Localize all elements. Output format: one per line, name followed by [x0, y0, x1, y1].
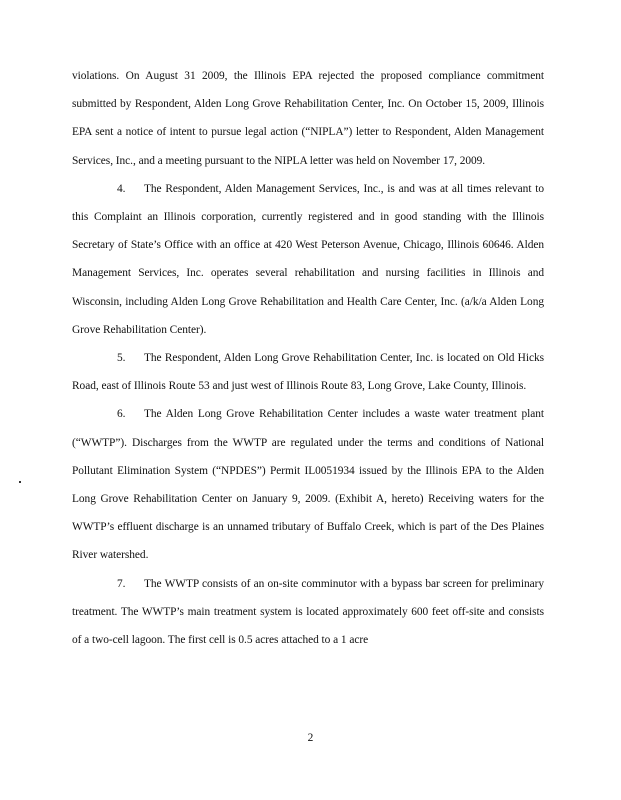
paragraph-number: 6.	[117, 408, 126, 421]
paragraph-6	[72, 400, 544, 569]
paragraph-text: The Respondent, Alden Long Grove Rehabilitation Center, Inc. is located on Old Hicks Road, east of Illinois Route 53 and just west of Illinois Route 83, Long Grove, Lake County, Illinois.	[72, 352, 544, 393]
paragraph-number: 4.	[117, 182, 126, 195]
paragraph-text: The WWTP consists of an on-site comminutor with a bypass bar screen for preliminary treatment. The WWTP’s main treatment system is located approximately 600 feet off-site and consists of a two-cell lagoon. The first cell is 0.5 acres attached to a 1 acre	[72, 577, 544, 647]
paragraph-7	[72, 570, 544, 655]
paragraph-number: 5.	[117, 352, 126, 365]
scan-speck	[19, 481, 21, 483]
paragraph-text: The Alden Long Grove Rehabilitation Center includes a waste water treatment plant (“WWTP”). Discharges from the WWTP are regulated under the terms and conditions of National Pollutant Elimination System (“NPDES”) Permit IL0051934 issued by the Illinois EPA to the Alden Long Grove Rehabilitation Center on January 9, 2009. (Exhibit A, hereto) Receiving waters for the WWTP’s effluent discharge is an unnamed tributary of Buffalo Creek, which is part of the Des Plaines River watershed.	[72, 408, 544, 562]
paragraph-5	[72, 344, 544, 400]
paragraph-4	[72, 175, 544, 344]
continuation-text: violations. On August 31 2009, the Illinois EPA rejected the proposed compliance commitment submitted by Respondent, Alden Long Grove Rehabilitation Center, Inc. On October 15, 2009, Illinois EPA sent a notice of intent to pursue legal action (“NIPLA”) letter to Respondent, Alden Management Services, Inc., and a meeting pursuant to the NIPLA letter was held on November 17, 2009.	[72, 70, 544, 167]
paragraph-text: The Respondent, Alden Management Services, Inc., is and was at all times relevant to this Complaint an Illinois corporation, currently registered and in good standing with the Illinois Secretary of State’s Office with an office at 420 West Peterson Avenue, Chicago, Illinois 60646. Alden Management Services, Inc. operates several rehabilitation and nursing facilities in Illinois and Wisconsin, including Alden Long Grove Rehabilitation and Health Care Center, Inc. (a/k/a Alden Long Grove Rehabilitation Center).	[72, 182, 544, 336]
paragraph-number: 7.	[117, 577, 126, 590]
page-number: 2	[307, 732, 314, 744]
document-body	[72, 62, 544, 654]
continuation-paragraph	[72, 62, 544, 175]
